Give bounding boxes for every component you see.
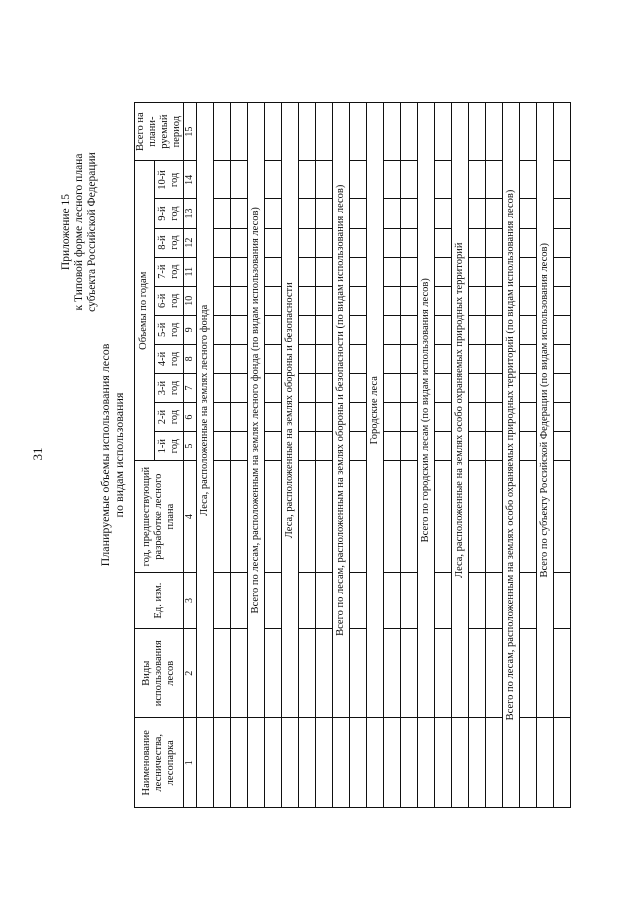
page-number: 31 (30, 447, 45, 461)
header-year-10: 10-й год (154, 161, 183, 199)
header-year-6: 6-й год (154, 286, 183, 315)
table-row (554, 103, 571, 808)
appendix-line-3: субъекта Российской Федерации (86, 152, 98, 312)
header-forestry-name: Наименование лесничества, лесопарка (135, 718, 184, 808)
table-row (401, 103, 418, 808)
header-row-1 (135, 103, 155, 808)
col-num-4: 4 (184, 461, 197, 573)
section-total-row (418, 103, 435, 808)
section-forest-fund: Леса, расположенные на землях лесного фонда (197, 103, 214, 719)
column-number-row (184, 103, 197, 808)
col-num-7: 7 (184, 373, 197, 402)
forest-use-table (134, 102, 571, 808)
section-header-row (197, 103, 214, 808)
title-line-2: по видам использования (112, 392, 126, 518)
title-line-1: Планируемые объемы использования лесов (98, 343, 112, 567)
total-urban-forests: Всего по городским лесам (по видам использования лесов) (418, 103, 435, 719)
col-num-8: 8 (184, 344, 197, 373)
col-num-10: 10 (184, 286, 197, 315)
table-row (316, 103, 333, 808)
col-num-1: 1 (184, 718, 197, 808)
table-row (350, 103, 367, 808)
header-total: Всего на плани-руемый период (135, 103, 184, 161)
header-years-group: Объемы по годам (135, 161, 155, 461)
rotated-page-content (60, 100, 550, 810)
table-row (265, 103, 282, 808)
table-row (384, 103, 401, 808)
total-subject-rf: Всего по субъекту Российской Федерации (по видам использования лесов) (537, 103, 554, 719)
table-row (214, 103, 231, 808)
col-num-5: 5 (184, 432, 197, 461)
col-num-12: 12 (184, 228, 197, 257)
table-row (231, 103, 248, 808)
document-title (98, 100, 126, 810)
section-defense-lands: Леса, расположенные на землях обороны и безопасности (282, 103, 299, 719)
header-year-5: 5-й год (154, 315, 183, 344)
col-num-2: 2 (184, 629, 197, 719)
appendix-line-2: к Типовой форме лесного плана (73, 153, 85, 311)
header-year-8: 8-й год (154, 228, 183, 257)
section-total-row (503, 103, 520, 808)
header-prior-year: год, предшествующий разработке лесного плана (135, 461, 184, 573)
col-num-15: 15 (184, 103, 197, 161)
section-header-row (282, 103, 299, 808)
header-year-9: 9-й год (154, 199, 183, 228)
table-row (520, 103, 537, 808)
section-urban-forests: Городские леса (367, 103, 384, 719)
section-header-row (452, 103, 469, 808)
header-year-3: 3-й год (154, 373, 183, 402)
total-protected-areas: Всего по лесам, расположенным на землях особо охраняемых природных территорий (по видам использования лесов) (503, 103, 520, 808)
table-row (486, 103, 503, 808)
section-header-row (367, 103, 384, 808)
header-year-7: 7-й год (154, 257, 183, 286)
table-row (435, 103, 452, 808)
section-total-row (333, 103, 350, 808)
table-row (299, 103, 316, 808)
table-row (469, 103, 486, 808)
section-protected-areas: Леса, расположенные на землях особо охраняемых природных территорий (452, 103, 469, 719)
col-num-11: 11 (184, 257, 197, 286)
col-num-6: 6 (184, 403, 197, 432)
header-year-4: 4-й год (154, 344, 183, 373)
total-forest-fund: Всего по лесам, расположенным на землях лесного фонда (по видам использования лесов) (248, 103, 265, 719)
section-total-row (248, 103, 265, 808)
col-num-9: 9 (184, 315, 197, 344)
header-unit: Ед. изм. (135, 573, 184, 629)
col-num-14: 14 (184, 161, 197, 199)
col-num-3: 3 (184, 573, 197, 629)
total-defense-lands: Всего по лесам, расположенным на землях обороны и безопасности (по видам использования лесов) (333, 103, 350, 719)
appendix-line-1: Приложение 15 (60, 193, 72, 271)
header-year-2: 2-й год (154, 403, 183, 432)
col-num-13: 13 (184, 199, 197, 228)
header-year-1: 1-й год (154, 432, 183, 461)
table-body (197, 103, 571, 808)
header-use-type: Виды использования лесов (135, 629, 184, 719)
grand-total-row (537, 103, 554, 808)
appendix-note (60, 102, 99, 362)
